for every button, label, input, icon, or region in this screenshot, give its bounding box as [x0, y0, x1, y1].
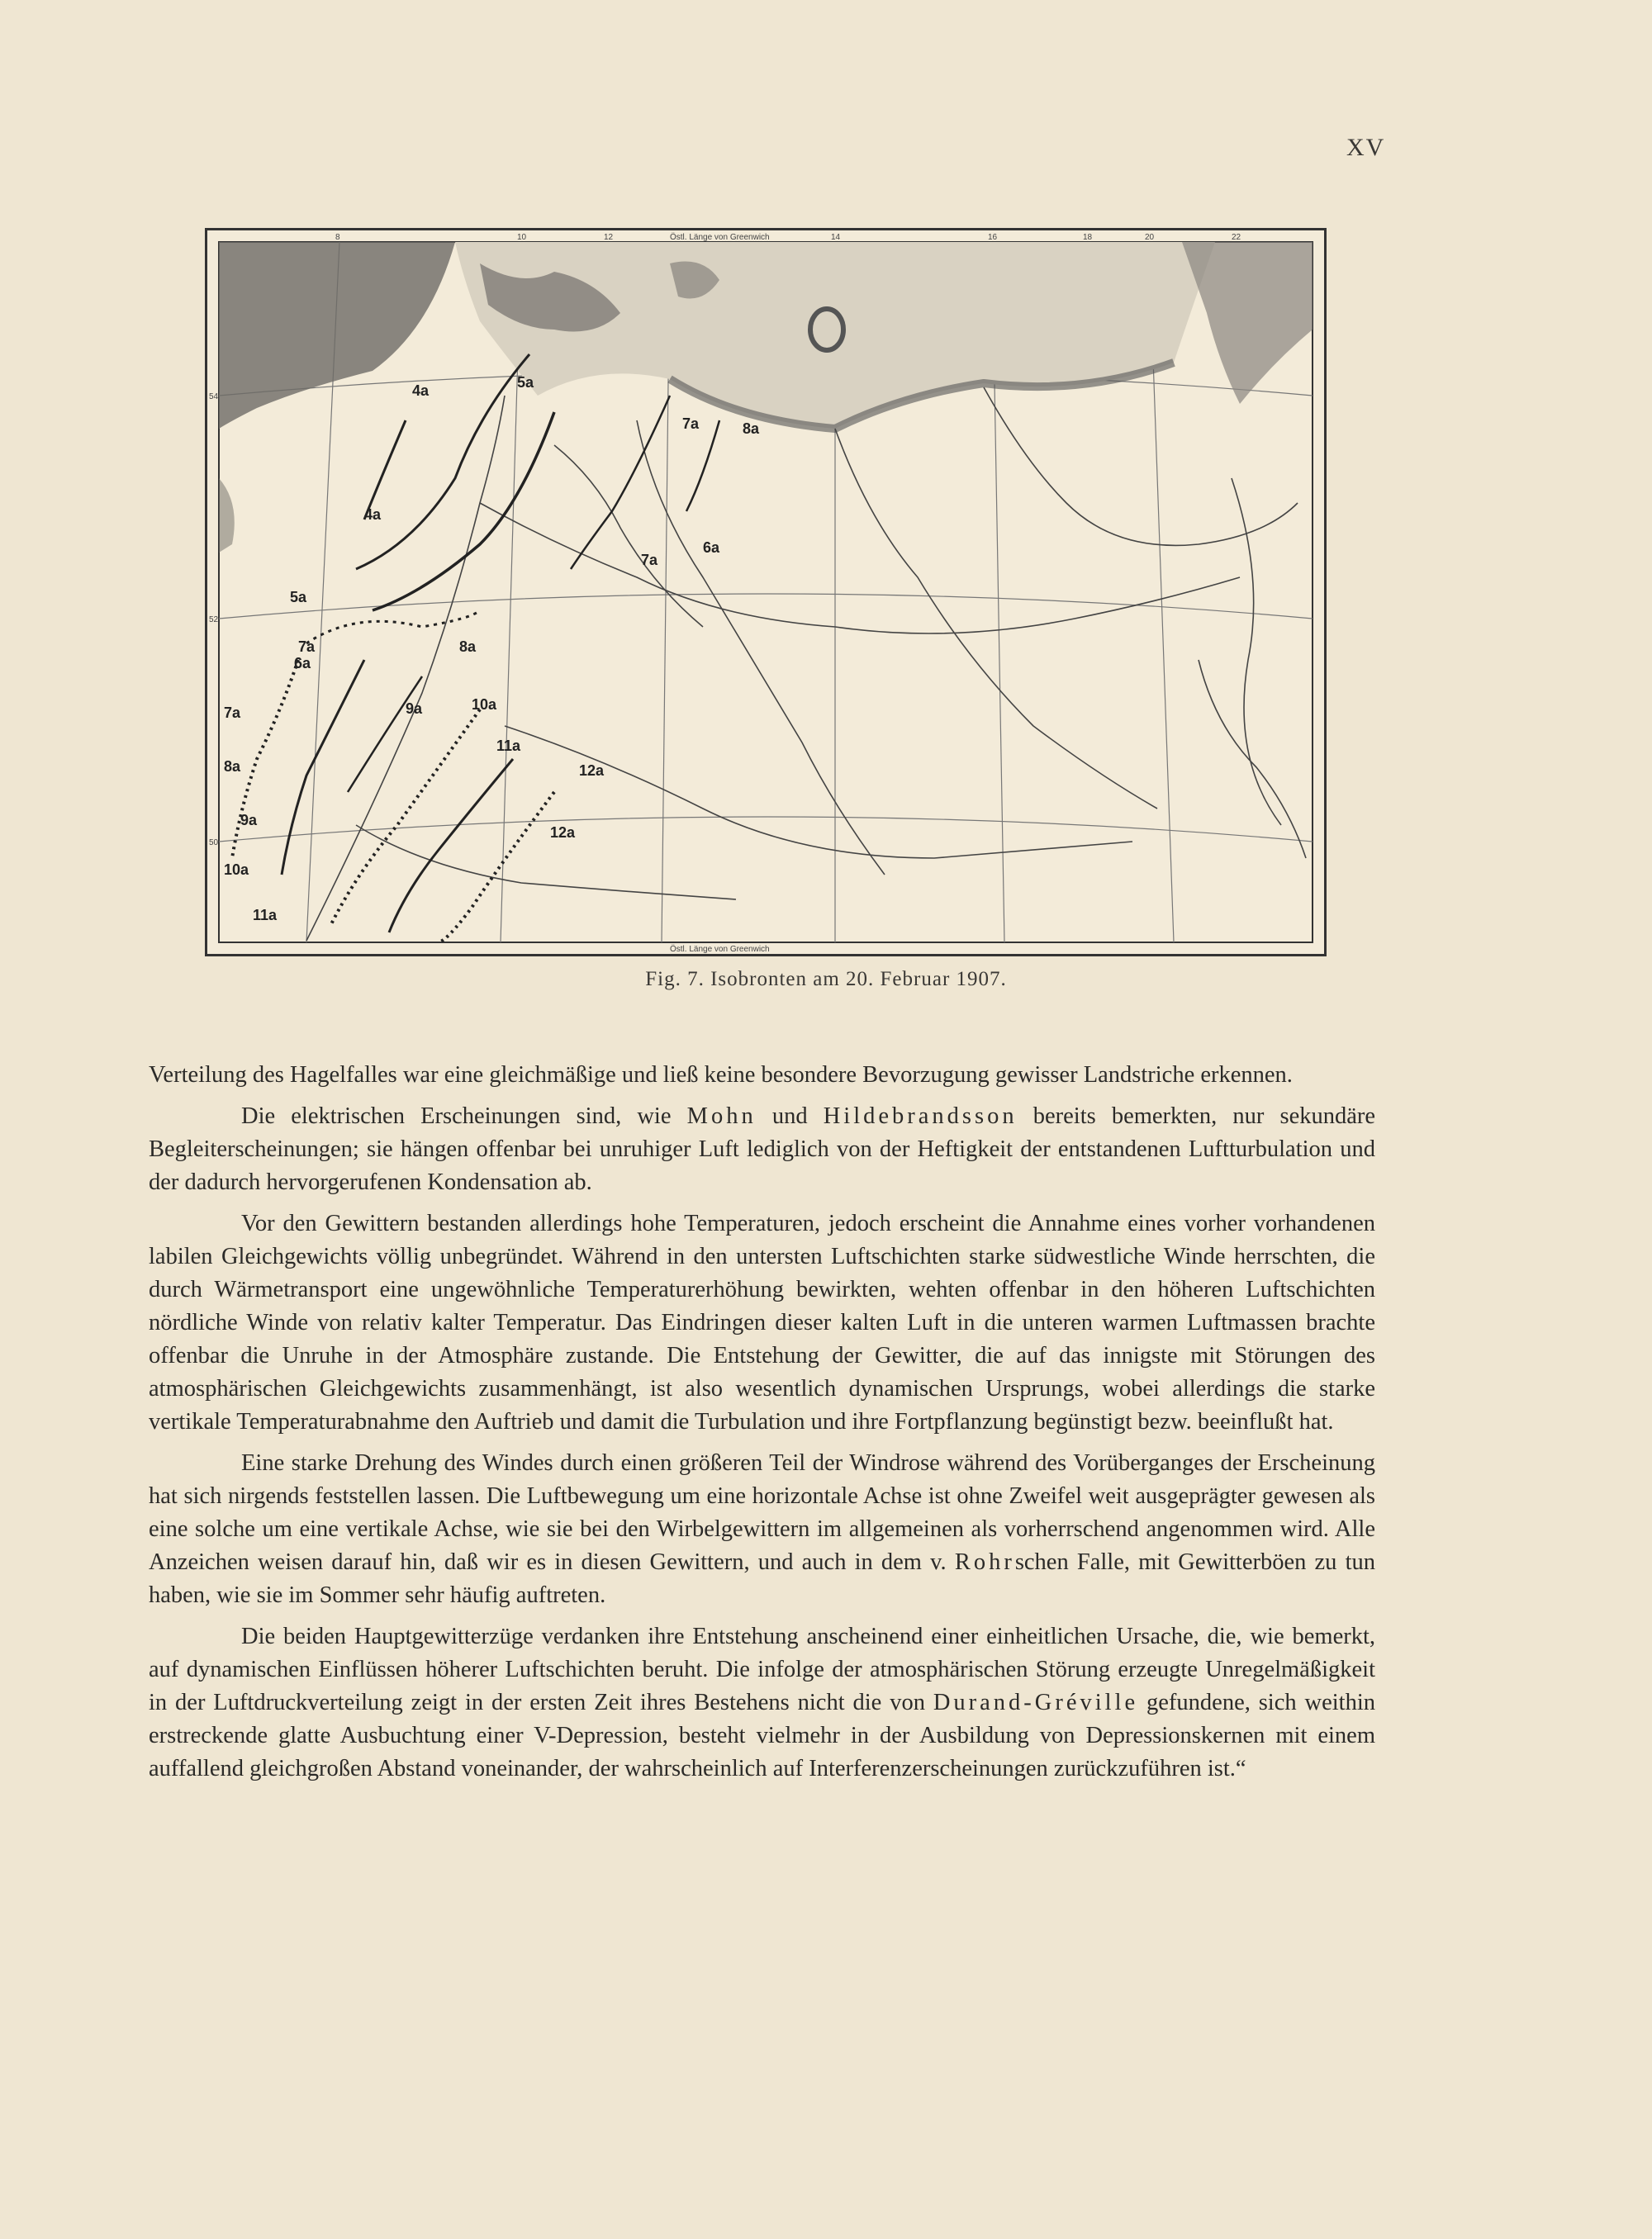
spaced-name: Durand-Gréville [933, 1690, 1139, 1715]
paragraph-2 [149, 1100, 1375, 1199]
lon-tick-14: 14 [831, 233, 841, 242]
label-11a: 11a [496, 738, 521, 754]
label-7a-west: 7a [298, 638, 316, 655]
spaced-name: Rohr [954, 1549, 1015, 1575]
label-6a: 6a [294, 655, 311, 671]
lon-tick-22: 22 [1232, 233, 1241, 242]
label-4a-top: 4a [412, 382, 430, 399]
label-11a-edge: 11a [253, 907, 278, 923]
map-drawing [207, 230, 1324, 954]
lat-tick-54: 54 [209, 392, 219, 401]
coast-shading [219, 242, 1313, 553]
page-number: XV [1346, 134, 1386, 161]
text-run: Eine starke Drehung des Windes durch einen größeren Teil der Windrose während des Vorüberganges der Erscheinung hat sich nirgends feststellen lassen. Die Luftbewegung um eine horizontale Achse ist ohne Zweifel weit ausgeprägter gewesen als eine solche um eine vertikale Achse, wie sie bei den Wirbelgewittern im allgemeinen als vorherrschend angenommen wird. Alle Anzeichen weisen darauf hin, daß wir es in diesen Gewittern, und auch in dem v. [149, 1450, 1375, 1575]
lat-tick-50: 50 [209, 838, 219, 847]
text-run: Verteilung des Hagelfalles war eine gleichmäßige und ließ keine besondere Bevorzugung gewisser Landstriche erkennen. [149, 1062, 1293, 1088]
label-5a-top: 5a [517, 374, 534, 391]
label-10a: 10a [472, 696, 497, 713]
paragraph-3 [149, 1207, 1375, 1439]
lon-tick-18: 18 [1083, 233, 1093, 242]
label-9a-edge: 9a [240, 812, 258, 828]
label-4a: 4a [364, 506, 382, 523]
text-run: Die beiden Hauptgewitterzüge verdanken ihre Entstehung anscheinend einer einheitlichen Ursache, die, wie bemerkt, auf dynamischen Einflüssen höherer Luftschichten beruht. Die infolge der atmosphärischen Störung erzeugte Unregelmäßigkeit in der Luftdruckverteilung zeigt in der ersten Zeit ihres Bestehens nicht die von [149, 1624, 1375, 1715]
body-text [149, 1059, 1375, 1794]
label-8a: 8a [459, 638, 477, 655]
label-7a-edge: 7a [224, 704, 241, 721]
label-12a: 12a [579, 762, 605, 779]
lat-tick-52: 52 [209, 615, 219, 624]
lon-tick-10: 10 [517, 233, 527, 242]
scale-top: Östl. Länge von Greenwich [670, 233, 770, 242]
text-run: schen Falle, mit Gewitterböen zu tun haben, wie sie im Sommer sehr häufig auftreten. [149, 1549, 1375, 1608]
paragraph-1 [149, 1059, 1375, 1092]
label-8a-edge: 8a [224, 758, 241, 775]
paragraph-4 [149, 1447, 1375, 1612]
label-10a-edge: 10a [224, 861, 249, 878]
lon-tick-16: 16 [988, 233, 998, 242]
text-run: Vor den Gewittern bestanden allerdings hohe Temperaturen, jedoch erscheint die Annahme eines vorher vorhandenen labilen Gleichgewichts völlig unbegründet. Während in den untersten Luftschichten starke südwestliche Winde herrschten, die durch Wärmetransport eine ungewöhnliche Temperaturerhöhung bewirkten, wehten offenbar in den höheren Luftschichten nördliche Winde von relativ kalter Temperatur. Das Eindringen dieser kalten Luft in die unteren warmen Luftmassen brachte offenbar die Unruhe in der Atmosphäre zustande. Die Entstehung der Gewitter, die auf das innigste mit Störungen des atmosphärischen Gleichgewichts zusammenhängt, ist also wesentlich dynamischen Ursprungs, wobei allerdings die starke vertikale Temperaturabnahme den Auftrieb und damit die Turbulation und ihre Fortpflanzung begünstigt bezw. beeinflußt hat. [149, 1211, 1375, 1435]
rivers-borders [306, 387, 1306, 941]
label-5a: 5a [290, 589, 307, 605]
scale-bottom: Östl. Länge von Greenwich [670, 945, 770, 954]
lon-tick-12: 12 [604, 233, 614, 242]
text-run: bereits bemerkten, nur sekundäre Begleiterscheinungen; sie hängen offenbar bei unruhiger Luft lediglich von der Heftigkeit der entstandenen Luftturbulation und der dadurch hervorgerufenen Kondensation ab. [149, 1103, 1376, 1195]
spaced-name: Hildebrandsson [823, 1103, 1018, 1129]
figure-caption: Fig. 7. Isobronten am 20. Februar 1907. [645, 968, 1007, 990]
label-8a-top: 8a [743, 420, 760, 437]
label-12a-south: 12a [550, 824, 576, 841]
paragraph-5 [149, 1620, 1375, 1786]
lon-tick-20: 20 [1145, 233, 1155, 242]
label-7a-mid: 7a [641, 552, 658, 568]
label-9a: 9a [406, 700, 423, 717]
isobronten-map [205, 228, 1327, 956]
label-7a-top: 7a [682, 415, 700, 432]
text-run: Die elektrischen Erscheinungen sind, wie [241, 1103, 687, 1129]
spaced-name: Mohn [686, 1103, 757, 1129]
label-6a-mid: 6a [703, 539, 720, 556]
lon-tick-8: 8 [335, 233, 340, 242]
text-run: und [756, 1103, 824, 1129]
text-run: gefundene, sich weithin erstreckende glatte Ausbuchtung einer V-Depression, besteht vielmehr in der Ausbildung von Depressionskernen mit einem auffallend gleichgroßen Abstand voneinander, der wahrscheinlich auf Interferenzerscheinungen zurückzuführen ist.“ [149, 1690, 1375, 1781]
